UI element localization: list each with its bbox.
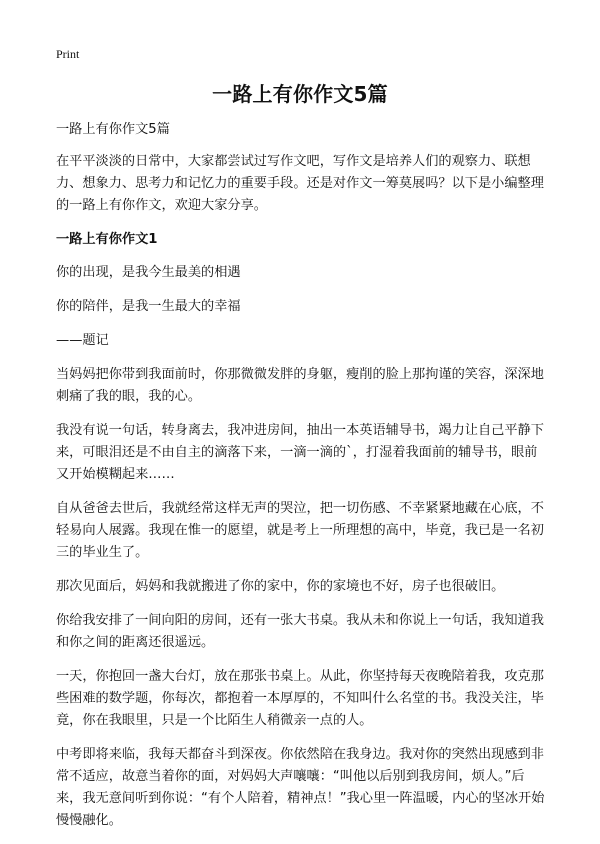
print-link[interactable]: Print	[56, 47, 80, 61]
section-heading: 一路上有你作文1	[56, 232, 158, 247]
paragraph: 一天，你抱回一盏大台灯，放在那张书桌上。从此，你坚持每天夜晚陪着我，攻克那些困难的数学题，你每次，都抱着一本厚厚的，不知叫什么名堂的书。我没关注，毕竟，你在我眼里，只是一个比陌生人稍微亲一点的人。	[56, 669, 544, 728]
page-title: 一路上有你作文5篇	[212, 82, 388, 106]
paragraph: 你的出现，是我今生最美的相遇	[56, 265, 241, 280]
paragraph: 你给我安排了一间向阳的房间，还有一张大书桌。我从未和你说上一句话，我知道我和你之间的距离还很遥远。	[56, 613, 544, 650]
intro-paragraph: 在平平淡淡的日常中，大家都尝试过写作文吧，写作文是培养人们的观察力、联想力、想象力、思考力和记忆力的重要手段。还是对作文一筹莫展吗？以下是小编整理的一路上有你作文，欢迎大家分享。	[56, 154, 544, 213]
paragraph: 自从爸爸去世后，我就经常这样无声的哭泣，把一切伤感、不幸紧紧地藏在心底，不轻易向人展露。我现在惟一的愿望，就是考上一所理想的高中，毕竟，我已是一名初三的毕业生了。	[56, 501, 544, 560]
paragraph: 中考即将来临，我每天都奋斗到深夜。你依然陪在我身边。我对你的突然出现感到非常不适应，故意当着你的面，对妈妈大声嚷嚷：“叫他以后别到我房间，烦人。”后来，我无意间听到你说：“有个人陪着，精神点！”我心里一阵温暖，内心的坚冰开始慢慢融化。	[56, 747, 545, 828]
article-body	[56, 119, 550, 844]
article-subtitle: 一路上有你作文5篇	[56, 122, 170, 137]
paragraph: ——题记	[56, 333, 109, 348]
paragraph: 我没有说一句话，转身离去，我冲进房间，抽出一本英语辅导书，竭力让自己平静下来，可眼泪还是不由自主的滴落下来，一滴一滴的`，打湿着我面前的辅导书，眼前又开始模糊起来……	[56, 423, 544, 482]
paragraph: 你的陪伴，是我一生最大的幸福	[56, 299, 241, 314]
paragraph: 当妈妈把你带到我面前时，你那微微发胖的身躯，瘦削的脸上那拘谨的笑容，深深地刺痛了我的眼，我的心。	[56, 367, 544, 404]
paragraph: 那次见面后，妈妈和我就搬进了你的家中，你的家境也不好，房子也很破旧。	[56, 579, 505, 594]
